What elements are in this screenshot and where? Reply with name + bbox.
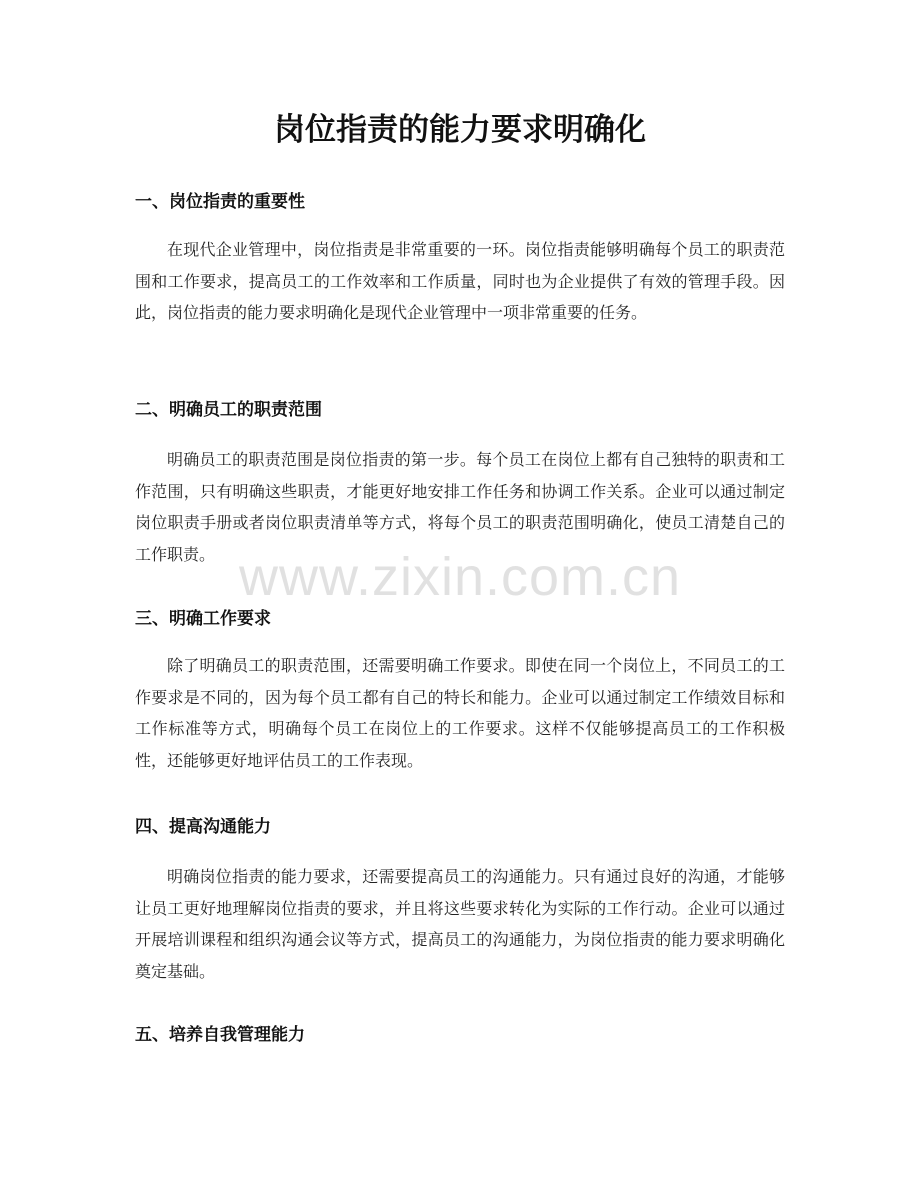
section-paragraph-2: 明确员工的职责范围是岗位指责的第一步。每个员工在岗位上都有自己独特的职责和工作范围，只有明确这些职责，才能更好地安排工作任务和协调工作关系。企业可以通过制定岗位职责手册或者岗位职责清单等方式，将每个员工的职责范围明确化，使员工清楚自己的工作职责。	[135, 450, 785, 564]
document-title: 岗位指责的能力要求明确化	[274, 112, 646, 148]
section-heading-2: 二、明确员工的职责范围	[135, 400, 322, 420]
section-paragraph-1: 在现代企业管理中，岗位指责是非常重要的一环。岗位指责能够明确每个员工的职责范围和工作要求，提高员工的工作效率和工作质量，同时也为企业提供了有效的管理手段。因此，岗位指责的能力要求明确化是现代企业管理中一项非常重要的任务。	[135, 240, 785, 322]
section-paragraph-3: 除了明确员工的职责范围，还需要明确工作要求。即使在同一个岗位上，不同员工的工作要求是不同的，因为每个员工都有自己的特长和能力。企业可以通过制定工作绩效目标和工作标准等方式，明确每个员工在岗位上的工作要求。这样不仅能够提高员工的工作积极性，还能够更好地评估员工的工作表现。	[135, 656, 785, 770]
watermark: www.zixin.com.cn	[238, 547, 682, 607]
section-paragraph-4: 明确岗位指责的能力要求，还需要提高员工的沟通能力。只有通过良好的沟通，才能够让员工更好地理解岗位指责的要求，并且将这些要求转化为实际的工作行动。企业可以通过开展培训课程和组织沟通会议等方式，提高员工的沟通能力，为岗位指责的能力要求明确化奠定基础。	[135, 867, 785, 981]
section-heading-1: 一、岗位指责的重要性	[135, 192, 305, 212]
section-heading-5: 五、培养自我管理能力	[135, 1025, 305, 1045]
section-heading-3: 三、明确工作要求	[135, 609, 271, 629]
section-heading-4: 四、提高沟通能力	[135, 817, 271, 837]
